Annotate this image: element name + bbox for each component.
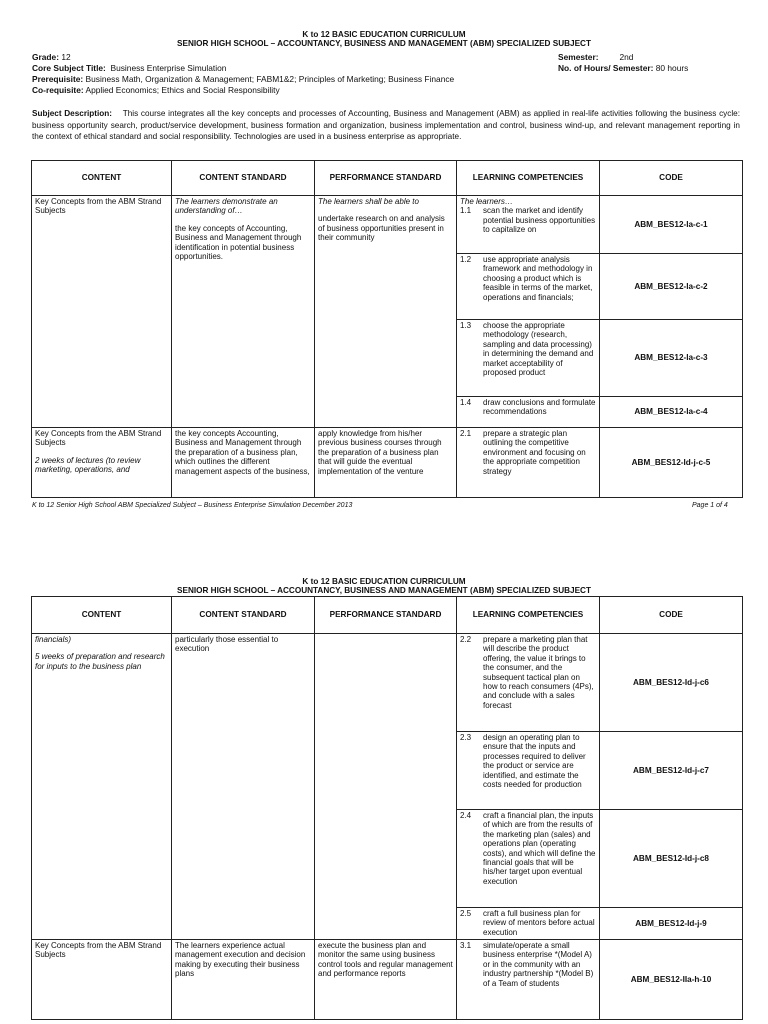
curriculum-subtitle: SENIOR HIGH SCHOOL – ACCOUNTANCY, BUSINESS AND MANAGEMENT (ABM) SPECIALIZED SUBJECT bbox=[177, 39, 591, 48]
col-header-content: CONTENT bbox=[32, 597, 172, 634]
semester-value: 2nd bbox=[619, 52, 634, 62]
subject-meta bbox=[32, 52, 742, 96]
code-cell: ABM_BES12-Ia-c-3 bbox=[600, 320, 743, 397]
col-header-content-standard: CONTENT STANDARD bbox=[172, 161, 315, 196]
page-footer-left: K to 12 Senior High School ABM Specialized Subject – Business Enterprise Simulation December 2013 bbox=[32, 502, 353, 509]
competency-cell: 3.1 simulate/operate a small business enterprise *(Model A) or in the community with an industry partnership *(Model B) of a Team of students bbox=[457, 940, 600, 1020]
coreq-value: Applied Economics; Ethics and Social Responsibility bbox=[85, 85, 280, 95]
content-standard-cell: The learners demonstrate an understanding of… the key concepts of Accounting, Business and Management through identification in potential business opportunities. bbox=[172, 196, 315, 428]
table-row bbox=[32, 634, 743, 732]
table-row bbox=[32, 940, 743, 1020]
hours-label: No. of Hours/ Semester: bbox=[558, 63, 654, 73]
description-text: This course integrates all the key concepts and processes of Accounting, Business and Management (ABM) as applied in real-life activities following the business cycle: business opportunity search, product/service development, business formation and organization, business implementation and control, business wind-up, and relevant management reporting in the context of ethical standard and social responsibility. Technologies are used in a business enterprise as appropriate. bbox=[32, 109, 740, 141]
competency-cell: 1.2 use appropriate analysis framework and methodology in choosing a product which is feasible in terms of the market, operations and financials; bbox=[457, 254, 600, 320]
content-standard-cell: the key concepts Accounting, Business and Management through the preparation of a business plan, which outlines the different management aspects of the business, bbox=[172, 428, 315, 498]
page-footer-right: Page 1 of 4 bbox=[692, 502, 728, 509]
content-cell: Key Concepts from the ABM Strand Subjects 2 weeks of lectures (to review marketing, operations, and bbox=[32, 428, 172, 498]
competency-cell: 2.3 design an operating plan to ensure that the inputs and processes required to deliver the product or service are identified, and estimate the costs needed for production bbox=[457, 732, 600, 810]
col-header-content: CONTENT bbox=[32, 161, 172, 196]
subject-description bbox=[32, 108, 740, 143]
content-cell: financials) 5 weeks of preparation and research for inputs to the business plan bbox=[32, 634, 172, 940]
prereq-value: Business Math, Organization & Management; FABM1&2; Principles of Marketing; Business Finance bbox=[85, 74, 455, 84]
title-label: Core Subject Title: bbox=[32, 63, 106, 73]
content-standard-cell: particularly those essential to execution bbox=[172, 634, 315, 940]
coreq-label: Co-requisite: bbox=[32, 85, 84, 95]
curriculum-table-page2 bbox=[31, 596, 743, 1020]
competency-cell: 1.4 draw conclusions and formulate recommendations bbox=[457, 397, 600, 428]
curriculum-table-page1 bbox=[31, 160, 743, 498]
code-cell: ABM_BES12-Id-j-c6 bbox=[600, 634, 743, 732]
content-standard-cell: The learners experience actual management execution and decision making by executing their business plans bbox=[172, 940, 315, 1020]
col-header-learning-competencies: LEARNING COMPETENCIES bbox=[457, 161, 600, 196]
competency-cell: 2.5 craft a full business plan for review of mentors before actual execution bbox=[457, 908, 600, 940]
content-cell: Key Concepts from the ABM Strand Subjects bbox=[32, 940, 172, 1020]
col-header-code: CODE bbox=[600, 597, 743, 634]
competency-cell: 2.4 craft a financial plan, the inputs of which are from the results of the marketing plan (sales) and operations plan (operating costs), and which will define the financial goals that will be his/her target upon eventual execution bbox=[457, 810, 600, 908]
table-row bbox=[32, 196, 743, 254]
code-cell: ABM_BES12-IIa-h-10 bbox=[600, 940, 743, 1020]
performance-standard-cell: apply knowledge from his/her previous business courses through the preparation of a business plan that will guide the eventual implementation of the venture bbox=[315, 428, 457, 498]
col-header-content-standard: CONTENT STANDARD bbox=[172, 597, 315, 634]
col-header-performance-standard: PERFORMANCE STANDARD bbox=[315, 597, 457, 634]
competency-cell: The learners… 1.1 scan the market and identify potential business opportunities to capitalize on bbox=[457, 196, 600, 254]
code-cell: ABM_BES12-Id-j-c-5 bbox=[600, 428, 743, 498]
content-cell: Key Concepts from the ABM Strand Subjects bbox=[32, 196, 172, 428]
hours-value: 80 hours bbox=[655, 63, 689, 73]
page-2 bbox=[0, 577, 768, 595]
code-cell: ABM_BES12-Ia-c-2 bbox=[600, 254, 743, 320]
col-header-code: CODE bbox=[600, 161, 743, 196]
curriculum-subtitle: SENIOR HIGH SCHOOL – ACCOUNTANCY, BUSINESS AND MANAGEMENT (ABM) SPECIALIZED SUBJECT bbox=[177, 586, 591, 595]
prereq-label: Prerequisite: bbox=[32, 74, 84, 84]
code-cell: ABM_BES12-Id-j-c7 bbox=[600, 732, 743, 810]
page-1 bbox=[0, 30, 768, 48]
competency-cell: 1.3 choose the appropriate methodology (research, sampling and data processing) in determining the demand and market acceptability of proposed product bbox=[457, 320, 600, 397]
table-row bbox=[32, 428, 743, 498]
grade-value: 12 bbox=[61, 52, 71, 62]
col-header-learning-competencies: LEARNING COMPETENCIES bbox=[457, 597, 600, 634]
performance-standard-cell: execute the business plan and monitor the same using business control tools and regular management and performance reports bbox=[315, 940, 457, 1020]
grade-label: Grade: bbox=[32, 52, 59, 62]
code-cell: ABM_BES12-Ia-c-1 bbox=[600, 196, 743, 254]
code-cell: ABM_BES12-Id-j-c8 bbox=[600, 810, 743, 908]
code-cell: ABM_BES12-Ia-c-4 bbox=[600, 397, 743, 428]
curriculum-title: K to 12 BASIC EDUCATION CURRICULUM bbox=[302, 30, 466, 39]
competency-cell: 2.2 prepare a marketing plan that will describe the product offering, the value it brings to the consumer, and the subsequent tactical plan on how to reach consumers (4Ps), and conclude with a sales forecast bbox=[457, 634, 600, 732]
description-label: Subject Description: bbox=[32, 109, 113, 118]
competency-cell: 2.1 prepare a strategic plan outlining the competitive environment and focusing on the appropriate competition strategy bbox=[457, 428, 600, 498]
performance-standard-cell: The learners shall be able to undertake research on and analysis of business opportunities present in their community bbox=[315, 196, 457, 428]
title-value: Business Enterprise Simulation bbox=[110, 63, 227, 73]
code-cell: ABM_BES12-Id-j-9 bbox=[600, 908, 743, 940]
semester-label: Semester: bbox=[558, 52, 599, 62]
curriculum-title: K to 12 BASIC EDUCATION CURRICULUM bbox=[302, 577, 466, 586]
performance-standard-cell bbox=[315, 634, 457, 940]
col-header-performance-standard: PERFORMANCE STANDARD bbox=[315, 161, 457, 196]
